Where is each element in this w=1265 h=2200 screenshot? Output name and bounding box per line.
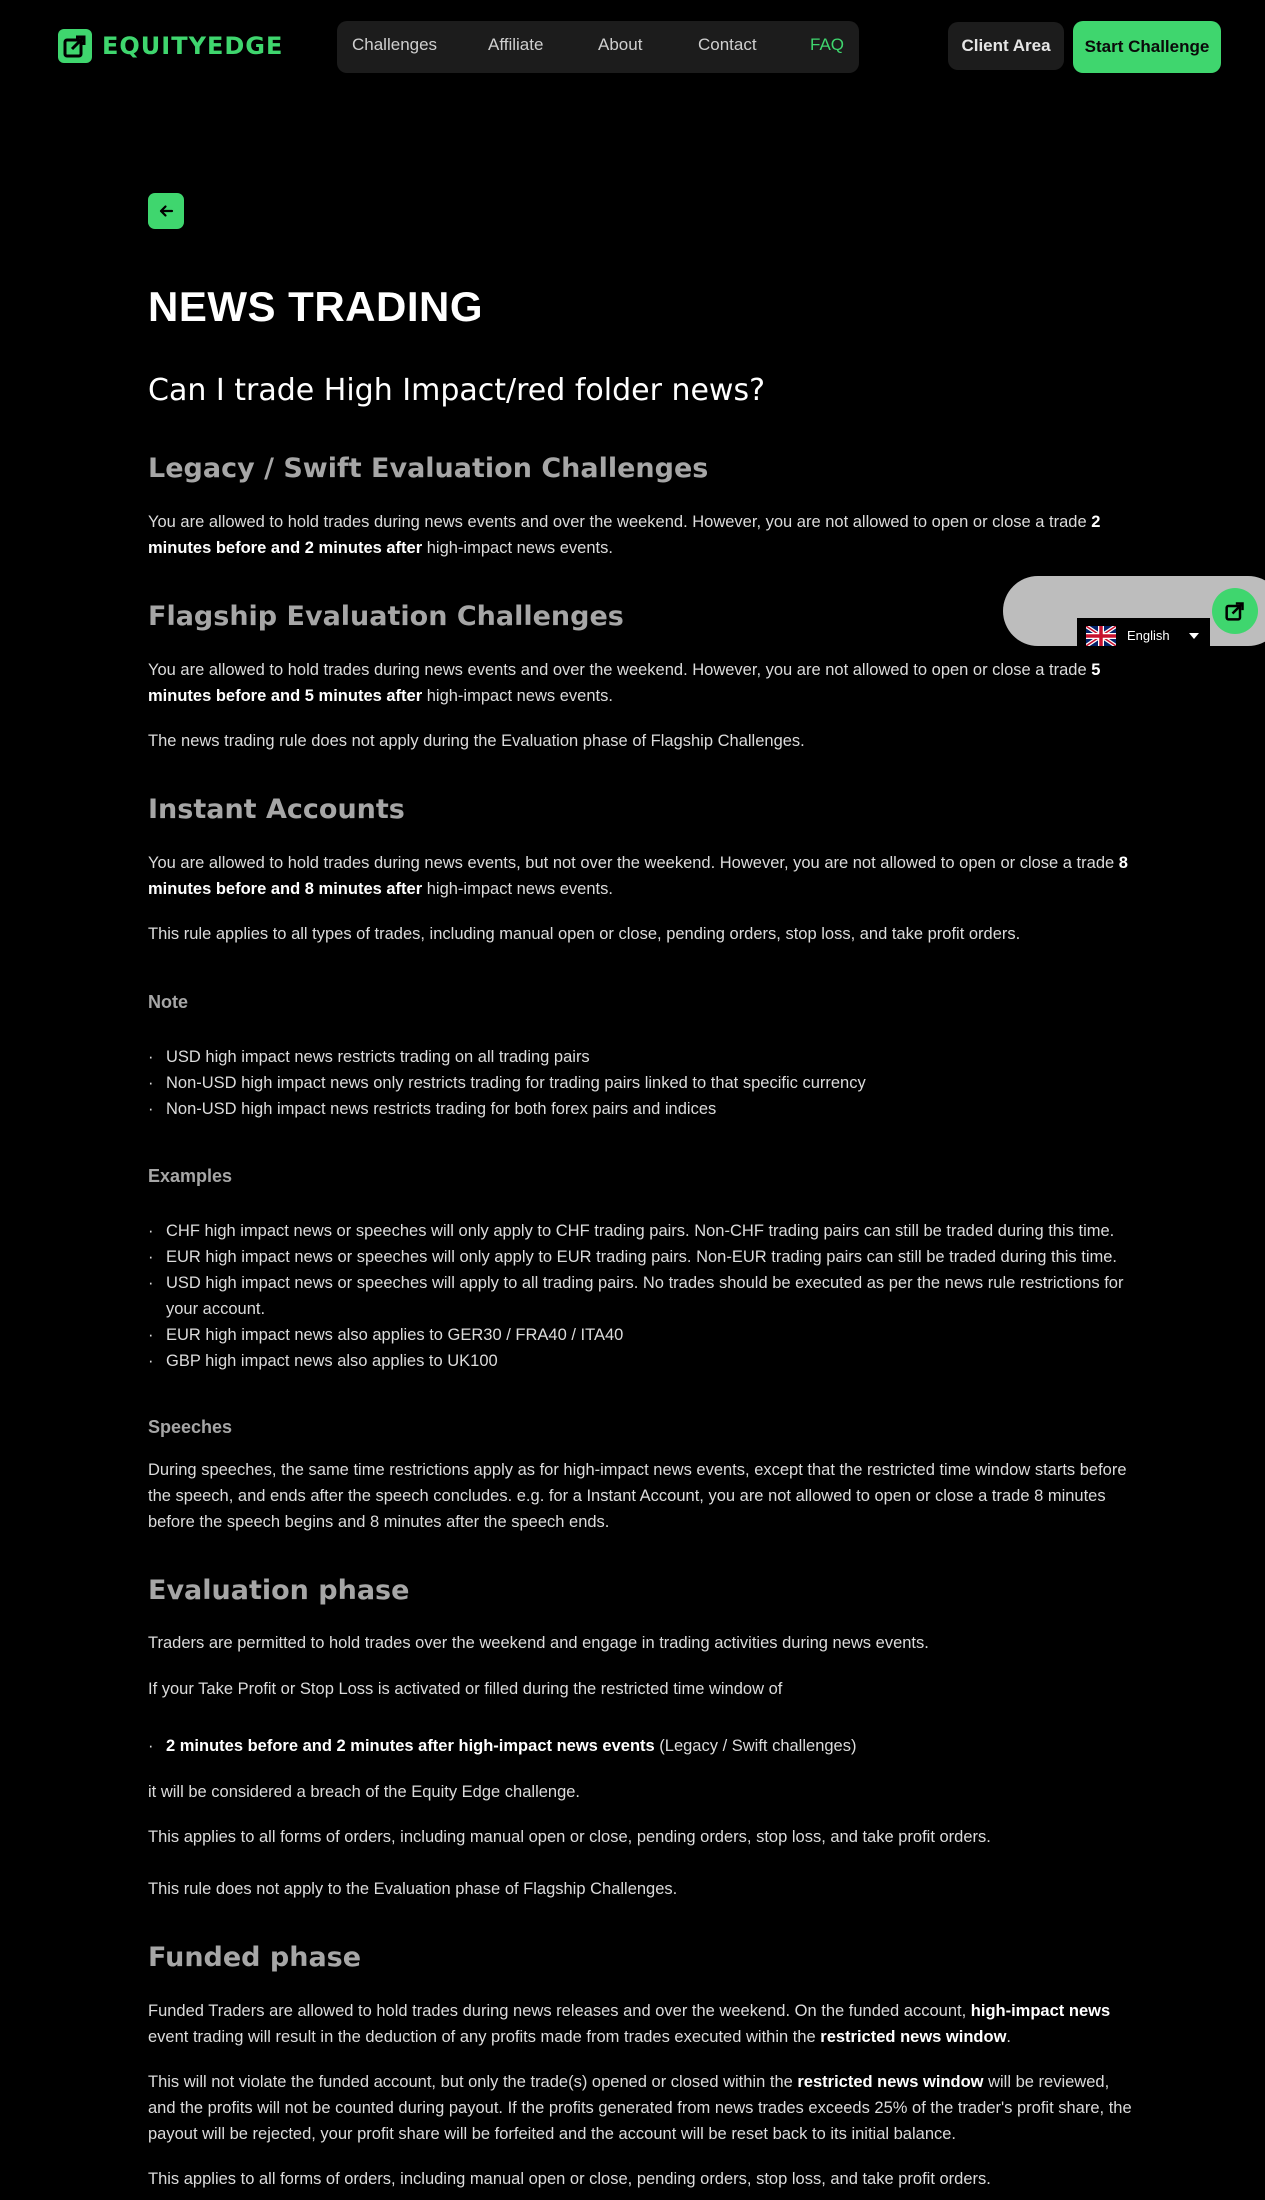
flagship-paragraph [148, 657, 1133, 709]
logo-icon [58, 29, 92, 63]
nav-challenges[interactable]: Challenges [352, 35, 438, 54]
instant-text: You are allowed to hold trades during news events, but not over the weekend. However, you are not allowed to open or close a trade [148, 854, 1119, 872]
list-item: · EUR high impact news also applies to GER30 / FRA40 / ITA40 [148, 1322, 1133, 1348]
instant-bold: 8 minutes before and 8 minutes after [148, 854, 1128, 898]
nav-about[interactable]: About [598, 35, 643, 54]
evaluation-p2: If your Take Profit or Stop Loss is activated or filled during the restricted time window of [148, 1680, 783, 1698]
legacy-text: You are allowed to hold trades during news events and over the weekend. However, you are not allowed to open or close a trade [148, 513, 1092, 531]
speeches-paragraph: During speeches, the same time restrictions apply as for high-impact news events, except that the restricted time window starts before the speech, and ends after the speech concludes. e.g. for a Instant Account, you are not allowed to open or close a trade 8 minutes before the speech begins and 8 minutes after the speech ends. [148, 1461, 1127, 1531]
flagship-bold: 5 minutes before and 5 minutes after [148, 661, 1101, 705]
list-item: · CHF high impact news or speeches will only apply to CHF trading pairs. Non-CHF trading pairs can still be traded during this time. [148, 1218, 1133, 1244]
funded-p2-text-a: This will not violate the funded account, but only the trade(s) opened or closed within the [148, 2073, 798, 2091]
flagship-note: The news trading rule does not apply during the Evaluation phase of Flagship Challenges. [148, 732, 805, 750]
caret-down-icon [1189, 633, 1199, 639]
list-item: · USD high impact news or speeches will apply to all trading pairs. No trades should be executed as per the news rule restrictions for your account. [148, 1270, 1133, 1322]
funded-p3: This applies to all forms of orders, including manual open or close, pending orders, stop loss, and take profit orders. [148, 2170, 991, 2188]
nav-affiliate[interactable]: Affiliate [488, 35, 544, 54]
instant-heading: Instant Accounts [148, 794, 405, 825]
note-heading: Note [148, 992, 188, 1012]
instant-paragraph [148, 850, 1133, 902]
funded-p1 [148, 1998, 1133, 2050]
list-item: · Non-USD high impact news restricts trading for both forex pairs and indices [148, 1096, 1133, 1122]
instant-text-end: high-impact news events. [422, 880, 613, 898]
funded-text-e: . [1006, 2028, 1011, 2046]
evaluation-heading: Evaluation phase [148, 1575, 410, 1606]
legacy-paragraph [148, 509, 1133, 561]
list-item: · EUR high impact news or speeches will only apply to EUR trading pairs. Non-EUR trading pairs can still be traded during this time. [148, 1244, 1133, 1270]
arrow-left-icon [158, 203, 174, 219]
logo-text: EQUITYEDGE [102, 32, 284, 60]
legacy-heading: Legacy / Swift Evaluation Challenges [148, 453, 709, 484]
main-nav [337, 21, 859, 73]
evaluation-p1: Traders are permitted to hold trades over the weekend and engage in trading activities during news events. [148, 1634, 929, 1652]
funded-p2 [148, 2069, 1133, 2147]
examples-heading: Examples [148, 1166, 233, 1186]
client-area-button[interactable]: Client Area [948, 22, 1064, 70]
page-title: NEWS TRADING [148, 283, 483, 330]
legacy-bold: 2 minutes before and 2 minutes after [148, 513, 1101, 557]
site-header [0, 0, 1265, 92]
legacy-text-end: high-impact news events. [422, 539, 613, 557]
nav-faq[interactable]: FAQ [810, 35, 845, 54]
evaluation-bullet-rest: (Legacy / Swift challenges) [654, 1737, 857, 1755]
funded-text-c: event trading will result in the deduction of any profits made from trades executed within the [148, 2028, 821, 2046]
instant-note: This rule applies to all types of trades, including manual open or close, pending orders, stop loss, and take profit orders. [148, 925, 1021, 943]
funded-bold-a: high-impact news [970, 2002, 1111, 2020]
start-challenge-button[interactable]: Start Challenge [1073, 21, 1221, 73]
evaluation-p4: This applies to all forms of orders, including manual open or close, pending orders, stop loss, and take profit orders. [148, 1828, 991, 1846]
funded-bold-d: restricted news window [820, 2028, 1007, 2046]
list-item: · GBP high impact news also applies to UK100 [148, 1348, 1133, 1374]
flagship-heading: Flagship Evaluation Challenges [148, 601, 624, 632]
uk-flag-icon [1086, 626, 1116, 646]
logo[interactable] [58, 29, 283, 63]
speeches-heading: Speeches [148, 1417, 233, 1437]
widget-launcher-button[interactable] [1212, 588, 1258, 634]
flagship-text: You are allowed to hold trades during news events and over the weekend. However, you are not allowed to open or close a trade [148, 661, 1092, 679]
language-label: English [1127, 628, 1170, 643]
back-button[interactable] [148, 193, 184, 229]
language-selector[interactable] [1077, 618, 1210, 655]
funded-p2-bold: restricted news window [797, 2073, 984, 2091]
list-item: · USD high impact news restricts trading on all trading pairs [148, 1044, 1133, 1070]
question-heading: Can I trade High Impact/red folder news? [148, 373, 766, 408]
evaluation-p3: it will be considered a breach of the Equity Edge challenge. [148, 1783, 581, 1801]
evaluation-p5: This rule does not apply to the Evaluation phase of Flagship Challenges. [148, 1880, 678, 1898]
nav-contact[interactable]: Contact [698, 35, 757, 54]
funded-text-a: Funded Traders are allowed to hold trades during news releases and over the weekend. On the funded account, [148, 2002, 971, 2020]
list-item: · Non-USD high impact news only restricts trading for trading pairs linked to that specific currency [148, 1070, 1133, 1096]
evaluation-bullet-bold: 2 minutes before and 2 minutes after high-impact news events [166, 1737, 655, 1755]
logo-icon [1225, 601, 1245, 621]
list-item [148, 1733, 1133, 1759]
flagship-text-end: high-impact news events. [422, 687, 613, 705]
funded-p2-text-c: will be reviewed, and the profits will not be counted during payout. If the profits generated from news trades exceeds 25% of the trader's profit share, the payout will be rejected, your profit share will be forfeited and the account will be reset back to its initial balance. [148, 2073, 1132, 2143]
funded-heading: Funded phase [148, 1942, 362, 1973]
